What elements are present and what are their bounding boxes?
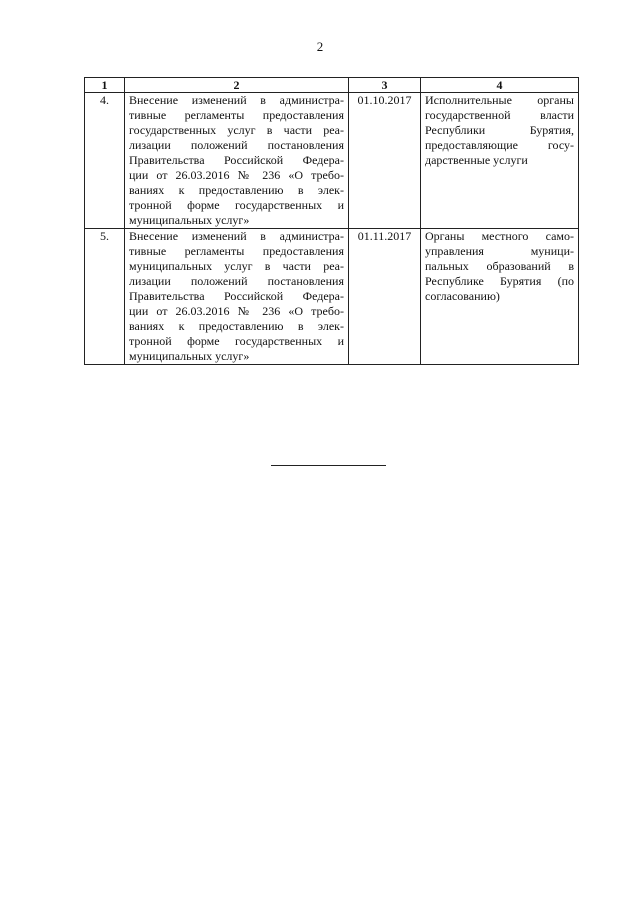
text-line: Исполнительные органы bbox=[425, 93, 574, 107]
text-line: управления муници- bbox=[425, 244, 574, 258]
text-line: Внесение изменений в администра- bbox=[129, 93, 344, 107]
table-row bbox=[85, 93, 579, 229]
row-responsible bbox=[421, 93, 579, 229]
table-row bbox=[85, 229, 579, 365]
row-deadline: 01.11.2017 bbox=[349, 229, 421, 365]
text-line: пальных образований в bbox=[425, 259, 574, 273]
text-line: Внесение изменений в администра- bbox=[129, 229, 344, 243]
row-number: 4. bbox=[85, 93, 125, 229]
text-line: лизации положений постановления bbox=[129, 138, 344, 152]
text-line: ции от 26.03.2016 № 236 «О требо- bbox=[129, 168, 344, 182]
text-line: тивные регламенты предоставления bbox=[129, 108, 344, 122]
text-line: тронной форме государственных и bbox=[129, 198, 344, 212]
text-line: ции от 26.03.2016 № 236 «О требо- bbox=[129, 304, 344, 318]
column-header-responsible: 4 bbox=[421, 78, 579, 93]
column-header-action: 2 bbox=[125, 78, 349, 93]
column-header-number: 1 bbox=[85, 78, 125, 93]
text-line: лизации положений постановления bbox=[129, 274, 344, 288]
row-action-text bbox=[125, 93, 349, 229]
text-line: дарственные услуги bbox=[425, 153, 528, 167]
row-responsible bbox=[421, 229, 579, 365]
text-line: Правительства Российской Федера- bbox=[129, 153, 344, 167]
row-number: 5. bbox=[85, 229, 125, 365]
measures-table bbox=[84, 77, 579, 365]
text-line: тронной форме государственных и bbox=[129, 334, 344, 348]
column-header-date: 3 bbox=[349, 78, 421, 93]
text-line: согласованию) bbox=[425, 289, 500, 303]
text-line: ваниях к предоставлению в элек- bbox=[129, 319, 344, 333]
text-line: государственных услуг в части реа- bbox=[129, 123, 344, 137]
text-line: муниципальных услуг» bbox=[129, 349, 250, 363]
text-line: Органы местного само- bbox=[425, 229, 574, 243]
row-action-text bbox=[125, 229, 349, 365]
text-line: муниципальных услуг в части реа- bbox=[129, 259, 344, 273]
page-number: 2 bbox=[316, 39, 324, 54]
text-line: Республике Бурятия (по bbox=[425, 274, 574, 288]
text-line: Правительства Российской Федера- bbox=[129, 289, 344, 303]
text-line: государственной власти bbox=[425, 108, 574, 122]
row-deadline: 01.10.2017 bbox=[349, 93, 421, 229]
table-header-row bbox=[85, 78, 579, 93]
text-line: Республики Бурятия, bbox=[425, 123, 574, 137]
end-of-document-rule bbox=[271, 465, 386, 466]
text-line: тивные регламенты предоставления bbox=[129, 244, 344, 258]
text-line: муниципальных услуг» bbox=[129, 213, 250, 227]
text-line: предоставляющие госу- bbox=[425, 138, 574, 152]
text-line: ваниях к предоставлению в элек- bbox=[129, 183, 344, 197]
